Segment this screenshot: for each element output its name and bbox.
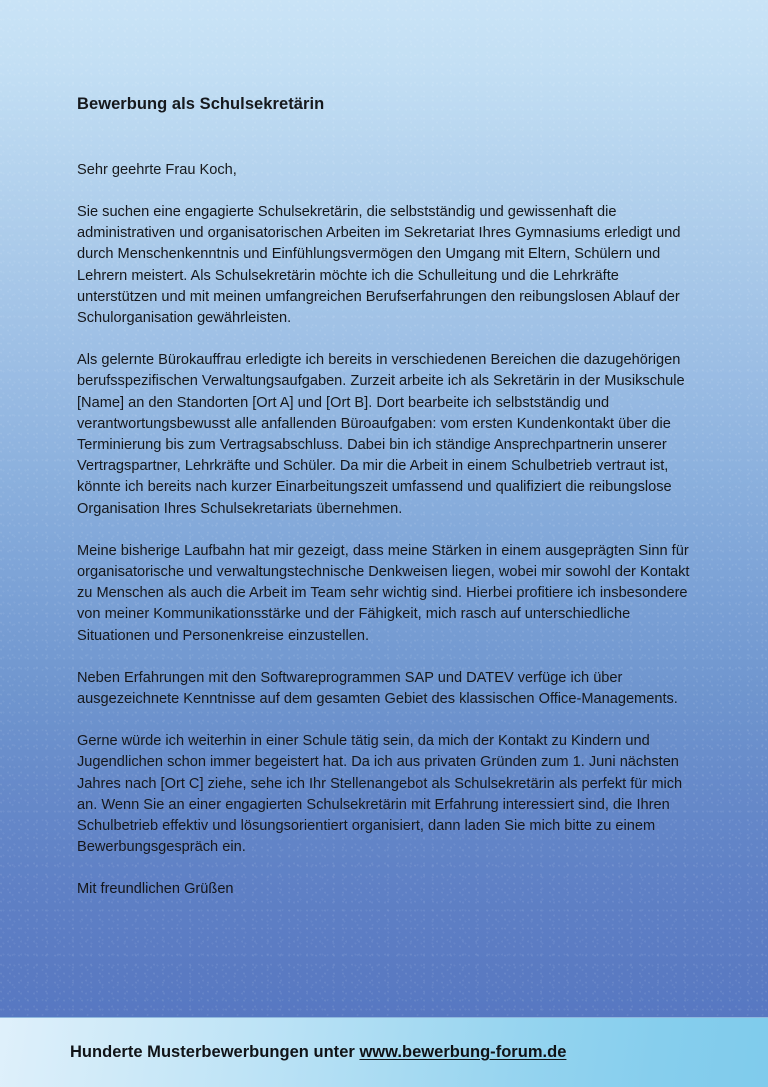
- footer-banner: [0, 1017, 768, 1087]
- footer-promo-text: [0, 1043, 566, 1062]
- body-paragraph-4: Neben Erfahrungen mit den Softwareprogrammen SAP und DATEV verfüge ich über ausgezeichnete Kenntnisse auf dem gesamten Gebiet des klassischen Office-Managements.: [77, 669, 678, 708]
- closing-text: Mit freundlichen Grüßen: [77, 881, 234, 898]
- body-paragraph-2: Als gelernte Bürokauffrau erledigte ich bereits in verschiedenen Bereichen die dazugehörigen berufsspezifischen Verwaltungsaufgaben. Zurzeit arbeite ich als Sekretärin in der Musikschule [Name] an den Standorten [Ort A] und [Ort B]. Dort bearbeite ich selbstständig und verantwortungsbewusst alle anfallenden Büroaufgaben: vom ersten Kundenkontakt über die Terminierung bis zum Vertragsabschluss. Dabei bin ich ständige Ansprechpartnerin unserer Vertragspartner, Lehrkräfte und Schüler. Da mir die Arbeit in einem Schulbetrieb vertraut ist, könnte ich bereits nach kurzer Einarbeitungszeit umfassend und qualifiziert die reibungslose Organisation Ihres Schulsekretariats übernehmen.: [77, 352, 685, 517]
- footer-lead-label: Hunderte Musterbewerbungen unter: [70, 1043, 360, 1061]
- body-paragraph-3: Meine bisherige Laufbahn hat mir gezeigt, dass meine Stärken in einem ausgeprägten Sinn für organisatorische und verwaltungstechnische Denkweisen liegen, wobei mir sowohl der Kontakt zu Menschen als auch die Arbeit im Team sehr wichtig sind. Hierbei profitiere ich insbesondere von meiner Kommunikationsstärke und der Fähigkeit, mich rasch auf unterschiedliche Situationen und Personenkreise einzustellen.: [77, 542, 690, 644]
- letter-content: [77, 0, 691, 900]
- page-title: Bewerbung als Schulsekretärin: [77, 95, 325, 113]
- body-paragraph-1: Sie suchen eine engagierte Schulsekretärin, die selbstständig und gewissenhaft die administrativen und organisatorischen Arbeiten im Sekretariat Ihres Gymnasiums erledigt und durch Menschenkenntnis und Einfühlungsvermögen den Umgang mit Eltern, Schülern und Lehrern meistert. Als Schulsekretärin möchte ich die Schulleitung und die Lehrkräfte unterstützen und mit meinen umfangreichen Berufserfahrungen den reibungslosen Ablauf der Schulorganisation gewährleisten.: [77, 204, 681, 327]
- salutation-text: Sehr geehrte Frau Koch,: [77, 162, 237, 178]
- footer-website-link[interactable]: www.bewerbung-forum.de: [359, 1043, 567, 1061]
- body-paragraph-5: Gerne würde ich weiterhin in einer Schule tätig sein, da mich der Kontakt zu Kindern und Jugendlichen schon immer begeistert hat. Da ich aus privaten Gründen zum 1. Juni nächsten Jahres nach [Ort C] ziehe, sehe ich Ihr Stellenangebot als Schulsekretärin als perfekt für mich an. Wenn Sie an einer engagierten Schulsekretärin mit Erfahrung interessiert sind, die Ihren Schulbetrieb effektiv und lösungsorientiert organisiert, dann laden Sie mich bitte zu einem Bewerbungsgespräch ein.: [77, 733, 683, 856]
